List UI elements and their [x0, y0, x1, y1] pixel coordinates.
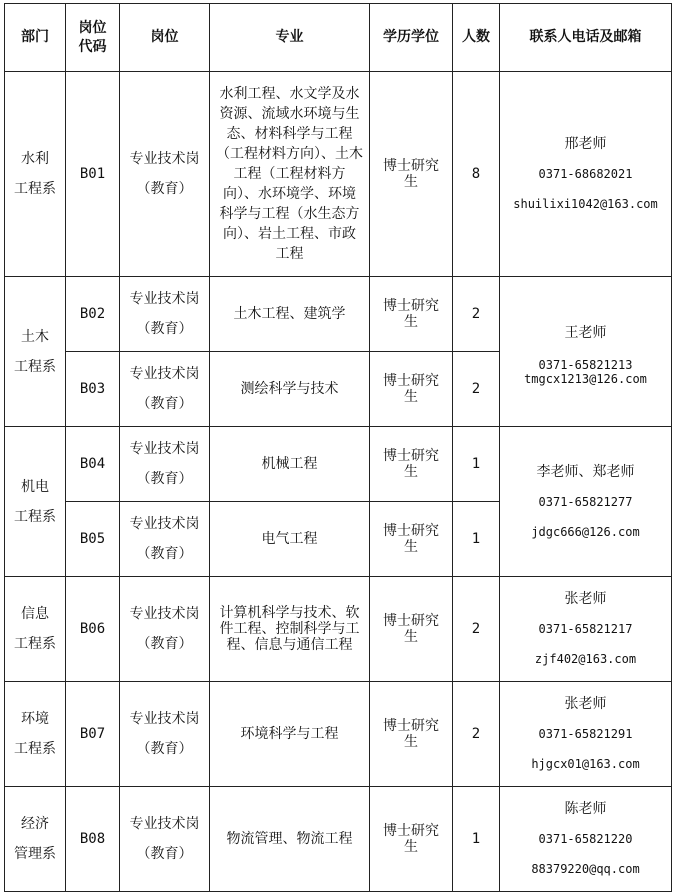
code-cell: B06 [66, 577, 120, 682]
contact-cell [500, 787, 672, 892]
dept-cell: 环境 工程系 [5, 682, 66, 787]
post-cell: 专业技术岗 （教育） [120, 277, 210, 352]
dept-cell: 水利 工程系 [5, 72, 66, 277]
major-cell: 机械工程 [210, 427, 370, 502]
recruitment-table [4, 3, 672, 892]
degree-cell: 博士研究 生 [370, 277, 453, 352]
code-cell: B01 [66, 72, 120, 277]
contact-cell [500, 682, 672, 787]
table-row [5, 577, 672, 682]
contact-phone: 0371-65821277 [538, 494, 633, 509]
contact-email: jdgc666@126.com [531, 524, 640, 539]
contact-name: 李老师、郑老师 [536, 463, 635, 480]
code-cell: B08 [66, 787, 120, 892]
contact-phone: 0371-68682021 [538, 167, 633, 181]
post-cell: 专业技术岗 （教育） [120, 577, 210, 682]
major-cell: 计算机科学与技术、软 件工程、控制科学与工 程、信息与通信工程 [210, 577, 370, 682]
major-cell: 测绘科学与技术 [210, 352, 370, 427]
table-row [5, 682, 672, 787]
post-cell: 专业技术岗 （教育） [120, 502, 210, 577]
contact-phone: 0371-65821217 [538, 622, 633, 636]
count-cell: 2 [453, 577, 500, 682]
dept-cell: 机电 工程系 [5, 427, 66, 577]
table-row [5, 277, 672, 352]
contact-email: shuilixi1042@163.com [513, 197, 658, 211]
code-cell: B07 [66, 682, 120, 787]
contact-phone: 0371-65821220 [538, 832, 633, 846]
degree-cell: 博士研究 生 [370, 787, 453, 892]
header-dept: 部门 [5, 4, 66, 72]
recruitment-table-container [4, 3, 672, 892]
degree-cell: 博士研究 生 [370, 577, 453, 682]
header-post: 岗位 [120, 4, 210, 72]
contact-name: 陈老师 [564, 801, 607, 817]
header-row [5, 4, 672, 72]
header-degree: 学历学位 [370, 4, 453, 72]
header-code: 岗位 代码 [66, 4, 120, 72]
code-cell: B03 [66, 352, 120, 427]
contact-cell [500, 72, 672, 277]
post-cell: 专业技术岗 （教育） [120, 787, 210, 892]
contact-name: 张老师 [564, 696, 607, 712]
degree-cell: 博士研究 生 [370, 682, 453, 787]
major-cell: 水利工程、水文学及水 资源、流域水环境与生 态、材料科学与工程 （工程材料方向）、土木 工程（工程材料方 向）、水环境学、环境 科学与工程（水生态方 向）、岩土工程、市政 工程 [210, 72, 370, 277]
contact-cell [500, 577, 672, 682]
table-row [5, 72, 672, 277]
count-cell: 2 [453, 352, 500, 427]
degree-cell: 博士研究 生 [370, 502, 453, 577]
contact-email: 88379220@qq.com [531, 862, 640, 876]
dept-cell: 土木 工程系 [5, 277, 66, 427]
table-row [5, 427, 672, 502]
contact-name: 张老师 [564, 591, 607, 607]
count-cell: 2 [453, 277, 500, 352]
contact-phone: 0371-65821213 [538, 357, 633, 372]
contact-name: 邢老师 [564, 136, 607, 152]
contact-name: 王老师 [564, 324, 607, 341]
code-cell: B02 [66, 277, 120, 352]
header-major: 专业 [210, 4, 370, 72]
header-count: 人数 [453, 4, 500, 72]
major-cell: 土木工程、建筑学 [210, 277, 370, 352]
count-cell: 1 [453, 427, 500, 502]
count-cell: 2 [453, 682, 500, 787]
major-cell: 环境科学与工程 [210, 682, 370, 787]
code-cell: B04 [66, 427, 120, 502]
dept-cell: 信息 工程系 [5, 577, 66, 682]
contact-phone: 0371-65821291 [538, 727, 633, 741]
degree-cell: 博士研究 生 [370, 352, 453, 427]
table-row [5, 787, 672, 892]
count-cell: 1 [453, 502, 500, 577]
contact-cell [500, 277, 672, 427]
contact-email: tmgcx1213@126.com [524, 371, 647, 386]
degree-cell: 博士研究 生 [370, 427, 453, 502]
dept-cell: 经济 管理系 [5, 787, 66, 892]
post-cell: 专业技术岗 （教育） [120, 352, 210, 427]
degree-cell: 博士研究 生 [370, 72, 453, 277]
count-cell: 8 [453, 72, 500, 277]
major-cell: 电气工程 [210, 502, 370, 577]
post-cell: 专业技术岗 （教育） [120, 72, 210, 277]
header-contact: 联系人电话及邮箱 [500, 4, 672, 72]
contact-email: hjgcx01@163.com [531, 757, 640, 771]
contact-email: zjf402@163.com [534, 652, 637, 666]
major-cell: 物流管理、物流工程 [210, 787, 370, 892]
contact-cell [500, 427, 672, 577]
post-cell: 专业技术岗 （教育） [120, 682, 210, 787]
code-cell: B05 [66, 502, 120, 577]
count-cell: 1 [453, 787, 500, 892]
post-cell: 专业技术岗 （教育） [120, 427, 210, 502]
